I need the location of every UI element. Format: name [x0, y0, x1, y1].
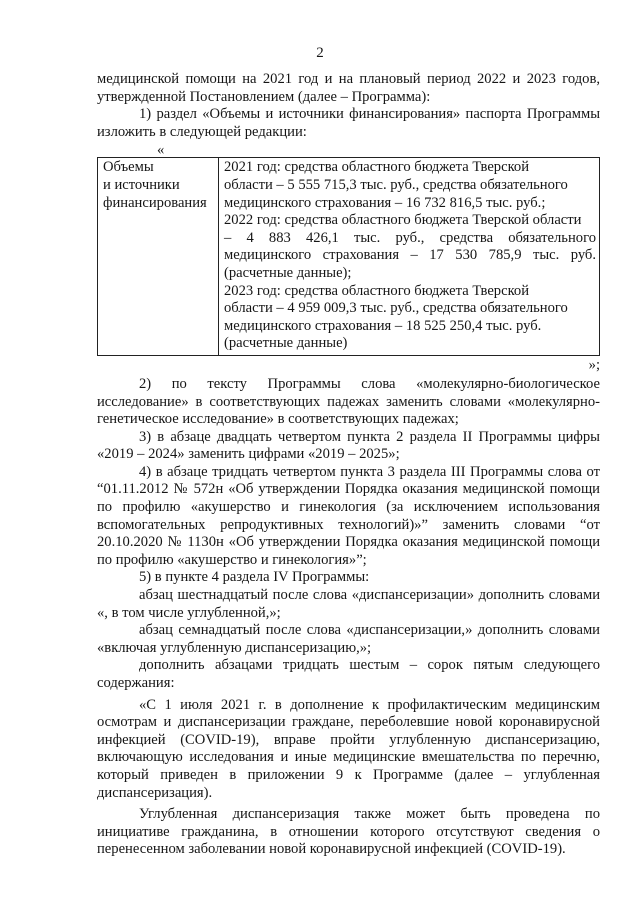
item-4: 4) в абзаце тридцать четвертом пункта 3 раздела III Программы слова от “01.11.2012 № 572н «Об утверждении Порядка оказания медицинской помощи по профилю «акушерство и гинекология (за исключением использования вспомогательных репродуктивных технологий)»” заменить словами “от 20.10.2020 № 1130н «Об утверждении Порядка оказания медицинской помощи по профилю «акушерство и гинекология»”; — [97, 463, 600, 568]
passport-table — [97, 157, 600, 356]
table-label-line: и источники — [103, 176, 180, 193]
table-row — [98, 158, 600, 356]
item-5-paragraph-c: дополнить абзацами тридцать шестым – сорок пятым следующего содержания: — [97, 657, 600, 691]
item-3: 3) в абзаце двадцать четвертом пункта 2 раздела II Программы цифры «2019 – 2024» заменить цифрами «2019 – 2025»; — [97, 428, 600, 463]
table-value-line: области – 5 555 715,3 тыс. руб., средства обязательного — [224, 176, 568, 193]
table-value-line: 2023 год: средства областного бюджета Тверской — [224, 282, 530, 299]
table-label-cell — [98, 158, 219, 356]
table-value-line: медицинского страхования – 17 530 785,9 тыс. руб. — [224, 247, 596, 264]
table-value-line: области – 4 959 009,3 тыс. руб., средства обязательного — [224, 300, 568, 317]
intro-line-1: медицинской помощи на 2021 год и на плановый период 2022 и 2023 годов, — [97, 71, 600, 87]
table-value-line: медицинского страхования – 16 732 816,5 тыс. руб.; — [224, 194, 546, 211]
table-value-line: – 4 883 426,1 тыс. руб., средства обязательного — [224, 229, 596, 246]
quoted-paragraph-2: Углубленная диспансеризация также может быть проведена по инициативе гражданина, в отношении которого отсутствуют сведения о перенесенном заболевании новой коронавирусной инфекцией (COVID-19). — [97, 806, 600, 858]
item-1-line-1: 1) раздел «Объемы и источники финансирования» паспорта Программы — [139, 106, 600, 123]
item-2: 2) по тексту Программы слова «молекулярно-биологическое исследование» в соответствующих падежах заменить словами «молекулярно-генетическое исследование» в соответствующих падежах; — [97, 375, 600, 428]
table-label-line: финансирования — [103, 194, 207, 211]
document-body — [97, 71, 600, 859]
item-5: 5) в пункте 4 раздела IV Программы: — [139, 569, 370, 586]
item-1-line-2: изложить в следующей редакции: — [97, 123, 307, 140]
table-value-line: 2021 год: средства областного бюджета Тверской — [224, 159, 530, 176]
quoted-paragraph-1: «С 1 июля 2021 г. в дополнение к профилактическим медицинским осмотрам и диспансеризации граждане, переболевшие новой коронавирусной инфекцией (COVID-19), вправе пройти углубленную диспансеризацию, включающую исследования и иные медицинские вмешательства по перечню, который приведен в приложении 9 к Программе (далее – углубленная диспансеризация). — [97, 696, 600, 801]
table-label-line: Объемы — [103, 159, 154, 176]
table-value-cell — [219, 158, 600, 356]
table-value-line: (расчетные данные); — [224, 264, 352, 281]
intro-line-2: утвержденной Постановлением (далее – Программа): — [97, 88, 431, 105]
page-number: 2 — [316, 45, 324, 61]
table-value-line: 2022 год: средства областного бюджета Тверской области — [224, 212, 582, 229]
quote-open-mark: « — [157, 142, 165, 159]
item-5-paragraph-b: абзац семнадцатый после слова «диспансеризации,» дополнить словами «включая углубленную диспансеризацию,»; — [97, 622, 600, 656]
quote-close-mark: »; — [588, 356, 600, 373]
table-value-line: медицинского страхования – 18 525 250,4 тыс. руб. — [224, 317, 542, 334]
item-5-paragraph-a: абзац шестнадцатый после слова «диспансеризации» дополнить словами «, в том числе углубленной,»; — [97, 587, 600, 621]
table-value-line: (расчетные данные) — [224, 335, 348, 352]
